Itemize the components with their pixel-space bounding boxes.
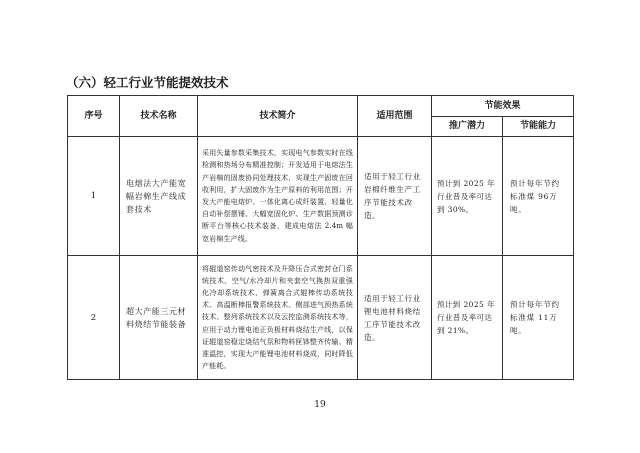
header-scope: 适用范围: [358, 96, 432, 137]
table-row: [68, 137, 574, 256]
header-capacity: 节能能力: [503, 117, 574, 137]
header-potential: 推广潜力: [432, 117, 503, 137]
technology-table: [67, 95, 574, 380]
energy-saving-capacity: 预计每年节约标准煤 11万吨。: [503, 256, 574, 380]
technology-intro: 将辊道窑传动气密技术及升降压合式密封仓门系统技术、空气/水冷却片和夹套空气换热双重强化冷却系统技术、弹簧离合式辊棒传动系统技术、高温断棒报警系统技术、侧部进气预热系统技术、整列系统技术以及云控监测系统技术等，应用于动力锂电池正负极材料烧结生产线，以保证辊道窑稳定烧结气氛和物料匣钵整齐传输、精准温控，实现大产能锂电池材料烧成，同时降低产能耗。: [198, 256, 358, 380]
header-name: 技术名称: [120, 96, 198, 137]
header-row: [68, 96, 574, 117]
row-number: 1: [68, 137, 120, 256]
technology-name: 超大产能三元材料烧结节能装备: [120, 256, 198, 380]
header-intro: 技术简介: [198, 96, 358, 137]
promotion-potential: 预计到 2025 年行业普及率可达到 21%。: [432, 256, 503, 380]
promotion-potential: 预计到 2025 年行业普及率可达到 30%。: [432, 137, 503, 256]
row-number: 2: [68, 256, 120, 380]
technology-intro: 采用矢量参数采集技术，实现电气参数实时在线检测和热场分布精准控制；开发适用于电熔法生产岩棉的固废协同处理技术，实现生产固废在回收利用，扩大固废作为生产原料的利用范围；开发大产能电熔炉、一体化离心成纤装置、轻量化自动补偿摆锤、大幅宽固化炉、生产数据预测诊断平台等核心技术装备，建成电熔法 2.4m 幅宽岩棉生产线。: [198, 137, 358, 256]
header-no: 序号: [68, 96, 120, 137]
technology-name: 电熔法大产能宽幅岩棉生产线成套技术: [120, 137, 198, 256]
table-row: [68, 256, 574, 380]
applicable-scope: 适用于轻工行业锂电池材料烧结工序节能技术改造。: [358, 256, 432, 380]
energy-saving-capacity: 预计每年节约标准煤 96万吨。: [503, 137, 574, 256]
applicable-scope: 适用于轻工行业岩棉纤维生产工序节能技术改造。: [358, 137, 432, 256]
page-number: 19: [314, 400, 326, 410]
header-effect: 节能效果: [432, 96, 574, 117]
section-title: （六）轻工行业节能提效技术: [66, 75, 229, 90]
